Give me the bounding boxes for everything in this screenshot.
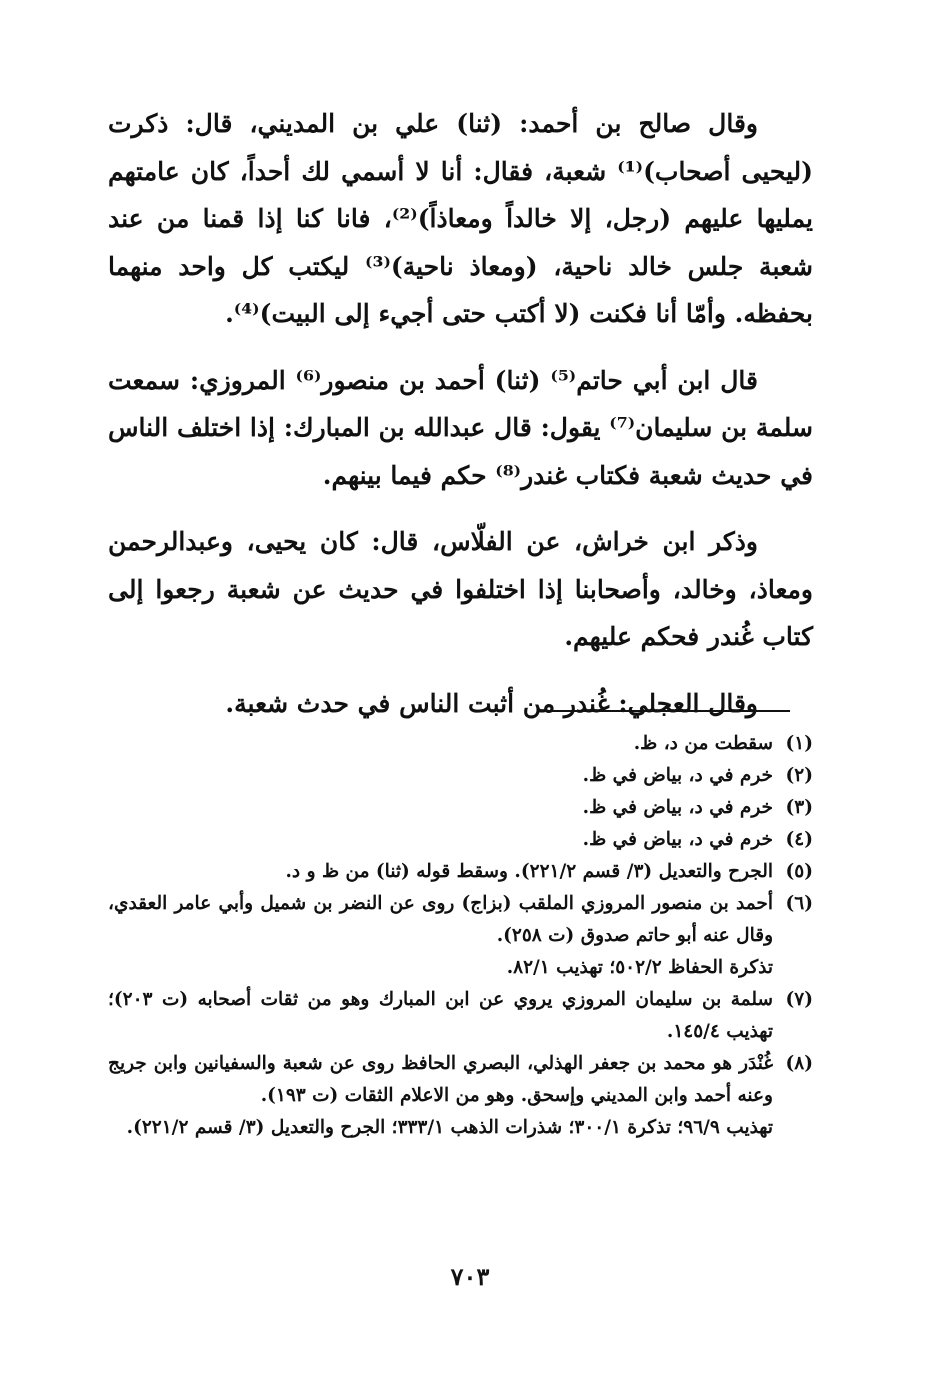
footnote-text: خرم في د، بياض في ظ. <box>582 797 773 818</box>
footnote-number: (٨) <box>785 1053 813 1074</box>
footnote-number: (٥) <box>785 861 813 882</box>
footnote-2 <box>108 760 813 792</box>
page-number: ٧٠٣ <box>450 1262 490 1291</box>
footnote-3 <box>108 792 813 824</box>
footnote-text: سلمة بن سليمان المروزي يروي عن ابن المبارك وهو من ثقات أصحابه (ت ٢٠٣)؛ تهذيب ١٤٥/٤. <box>108 989 773 1042</box>
footnote-number: (٤) <box>785 829 813 850</box>
paragraph-4: وقال العجلي: غُندر من أثبت الناس في حدث شعبة. <box>225 688 758 718</box>
footnote-1 <box>108 728 813 760</box>
footnote-text: خرم في د، بياض في ظ. <box>582 829 773 850</box>
footnote-text: أحمد بن منصور المروزي الملقب (بزاج) روى عن النضر بن شميل وأبي عامر العقدي، وقال عنه أبو حاتم صدوق (ت ٢٥٨). <box>108 893 773 946</box>
paragraph-3: وذكر ابن خراش، عن الفلّاس، قال: كان يحيى، وعبدالرحمن ومعاذ، وخالد، وأصحابنا إذا اختلفوا في حديث عن شعبة رجعوا إلى كتاب غُندر فحكم عليهم. <box>108 527 813 651</box>
footnote-text: خرم في د، بياض في ظ. <box>582 765 773 786</box>
footnote-5 <box>108 856 813 888</box>
footnote-4 <box>108 824 813 856</box>
footnotes <box>108 728 813 1144</box>
footnote-separator <box>538 710 790 712</box>
footnote-number: (١) <box>785 733 813 754</box>
footnote-8 <box>108 1048 813 1144</box>
footnote-text: غُنْدَر هو محمد بن جعفر الهذلي، البصري الحافظ روى عن شعبة والسفيانين وابن جريج وعنه أحمد وابن المديني وإسحق. وهو من الاعلام الثقات (ت ١٩٣). <box>108 1053 773 1106</box>
footnote-reference: تهذيب ٩٦/٩؛ تذكرة ٣٠٠/١؛ شذرات الذهب ٣٣٣/١؛ الجرح والتعديل (٣/ قسم ٢٢١/٢). <box>126 1117 773 1138</box>
footnote-number: (٣) <box>785 797 813 818</box>
footnote-number: (٢) <box>785 765 813 786</box>
footnote-text: الجرح والتعديل (٣/ قسم ٢٢١/٢). وسقط قوله (ثنا) من ظ و د. <box>285 861 773 882</box>
main-text <box>108 100 813 746</box>
footnote-reference: تذكرة الحفاظ ٥٠٢/٢؛ تهذيب ٨٢/١. <box>506 957 773 978</box>
footnote-7 <box>108 984 813 1048</box>
footnote-number: (٧) <box>785 989 813 1010</box>
paragraph-1: وقال صالح بن أحمد: (ثنا) علي بن المديني، قال: ذكرت (ليحيى أصحاب)⁽¹⁾ شعبة، فقال: أنا لا أسمي لك أحداً، كان عامتهم يمليها عليهم (رجل، إلا خالداً ومعاذاً)⁽²⁾، فانا كنا إذا قمنا من عند شعبة جلس خالد ناحية، (ومعاذ ناحية)⁽³⁾ ليكتب كل واحد منهما بحفظه. وأمّا أنا فكنت (لا أكتب حتى أجيء إلى البيت)⁽⁴⁾. <box>108 109 814 328</box>
footnote-6 <box>108 888 813 984</box>
paragraph-2: قال ابن أبي حاتم⁽⁵⁾ (ثنا) أحمد بن منصور⁽⁶⁾ المروزي: سمعت سلمة بن سليمان⁽⁷⁾ يقول: قال عبدالله بن المبارك: إذا اختلف الناس في حديث شعبة فكتاب غندر⁽⁸⁾ حكم فيما بينهم. <box>108 365 813 490</box>
footnote-text: سقطت من د، ظ. <box>633 733 773 754</box>
footnote-number: (٦) <box>785 893 813 914</box>
